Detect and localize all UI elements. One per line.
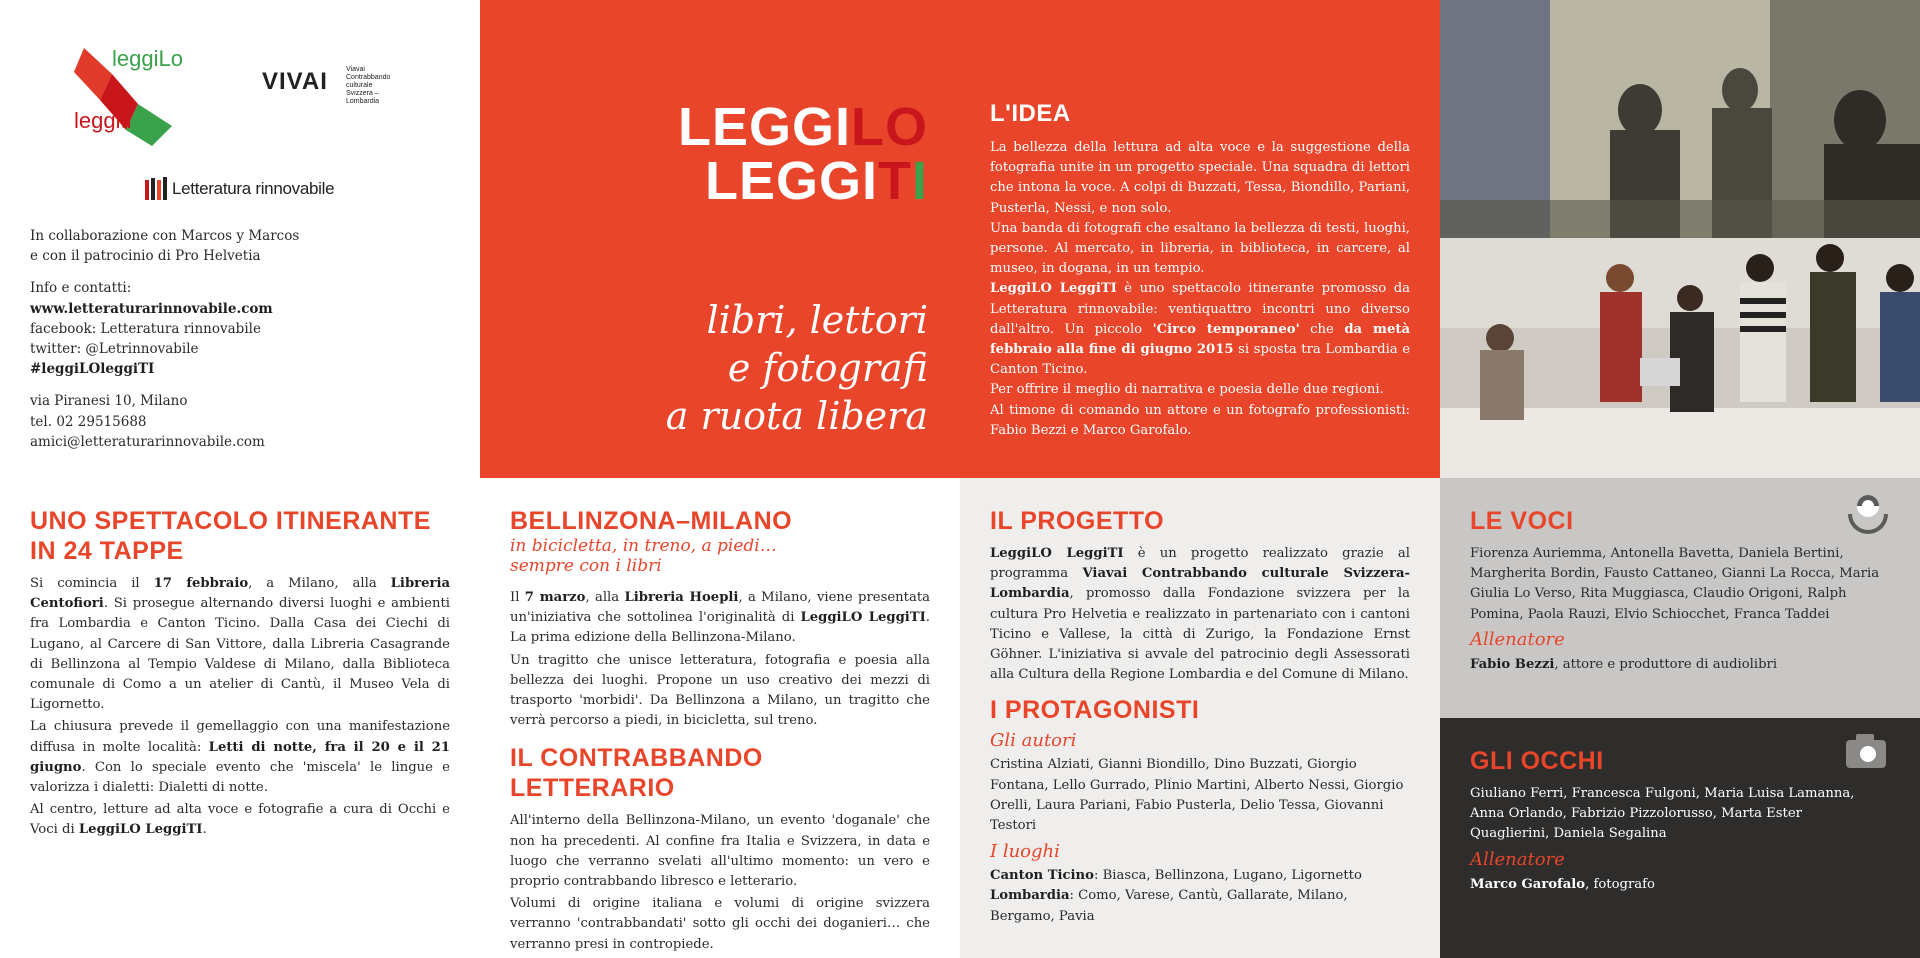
- viavai-text: [346, 66, 390, 106]
- email-link[interactable]: amici@letteraturarinnovabile.com: [30, 433, 265, 450]
- letteratura-logo-text: Letteratura rinnovabile: [172, 179, 335, 198]
- info-label: Info e contatti:: [30, 280, 132, 297]
- luoghi-lombardia: Lombardia: Como, Varese, Cantù, Gallarate, Milano, Bergamo, Pavia: [990, 888, 1348, 924]
- twitter-link[interactable]: twitter: @Letrinnovabile: [30, 341, 199, 358]
- photo-shadows: [1440, 0, 1920, 238]
- hero-title-leggi: LEGGI: [677, 97, 851, 157]
- viavai-text-line: Svizzera –: [346, 90, 379, 97]
- spettacolo-panel: [0, 478, 480, 958]
- contrabbando-text: All'interno della Bellinzona-Milano, un evento 'doganale' che non ha precedenti. Al confine fra Italia e Svizzera, in data e luogo che verranno svelati all'ultimo momento: un vero e proprio contrabbando libresco e letterario.: [510, 813, 930, 890]
- progetto-title: IL PROGETTO: [990, 507, 1165, 535]
- hero-title: [560, 97, 928, 211]
- bellinzona-panel: [480, 478, 960, 958]
- contrabbando-text: Volumi di origine italiana e volumi di origine svizzera verranno 'contrabbandati' sotto gli occhi dei doganieri… che verranno presi in contropiede.: [510, 896, 930, 952]
- luoghi-label: I luoghi: [990, 841, 1060, 863]
- viavai-text-line: Lombardia: [346, 98, 380, 105]
- occhi-panel: [1440, 718, 1920, 958]
- idea-paragraph: Per offrire il meglio di narrativa e poesia delle due regioni.: [990, 382, 1384, 398]
- leggilo-logo-line1: leggiLo: [112, 46, 183, 71]
- contrabbando-title: IL CONTRABBANDO LETTERARIO: [510, 744, 763, 803]
- website-link[interactable]: www.letteraturarinnovabile.com: [30, 300, 273, 317]
- hashtag[interactable]: #leggiLOleggiTI: [30, 361, 155, 378]
- spettacolo-title: UNO SPETTACOLO ITINERANTE IN 24 TAPPE: [30, 507, 431, 565]
- protagonisti-title: I PROTAGONISTI: [990, 696, 1200, 725]
- hero-tagline: [540, 296, 928, 440]
- telephone: tel. 02 29515688: [30, 413, 147, 430]
- autori-label: Gli autori: [990, 730, 1077, 752]
- bellinzona-column: [510, 506, 930, 955]
- tagline-line: a ruota libera: [665, 394, 928, 438]
- idea-paragraph: Una banda di fotografi che esaltano la bellezza di testi, luoghi, persone. Al mercato, in libreria, in biblioteca, in carcere, al museo, in dogana, in un tempio.: [990, 220, 1410, 277]
- occhi-title: GLI OCCHI: [1470, 747, 1604, 775]
- spettacolo-text: La chiusura prevede il gemellaggio con una manifestazione diffusa in molte località: Letti di notte, fra il 20 e il 21 giugno. Con lo speciale evento che 'miscela' le lingue e valorizza i dialetti: Dialetti di notte.: [30, 719, 450, 796]
- idea-text: [990, 138, 1410, 441]
- occhi-column: [1470, 746, 1890, 895]
- progetto-column: [990, 506, 1410, 927]
- facebook-link[interactable]: facebook: Letteratura rinnovabile: [30, 320, 261, 337]
- tagline-line: e fotografi: [727, 346, 928, 390]
- viavai-mark: VIVAI: [262, 68, 328, 95]
- bellinzona-subtitle: in bicicletta, in treno, a piedi… sempre con i libri: [510, 536, 777, 576]
- hero-title-leggi: LEGGI: [704, 151, 878, 211]
- hero-title-t: T: [877, 151, 912, 211]
- idea-title: L'IDEA: [990, 100, 1071, 127]
- progetto-text: LeggiLO LeggiTI è un progetto realizzato grazie al programma Viavai Contrabbando culturale Svizzera-Lombardia, promosso dalla Fondazione svizzera per la cultura Pro Helvetia e realizzato in partenariato con i cantoni Ticino e Vallese, la città di Zurigo, la Fondazione Ernst Göhner. L'iniziativa si avvale del patrocinio degli Assessorati alla Cultura della Regione Lombardia e del Comune di Milano.: [990, 546, 1410, 683]
- collab-line: e con il patrocinio di Pro Helvetia: [30, 248, 261, 265]
- viavai-text-line: Contrabbando: [346, 74, 391, 81]
- spettacolo-column: [30, 506, 450, 841]
- occhi-coach-label: Allenatore: [1470, 848, 1565, 870]
- viavai-text-line: Viavai: [346, 66, 365, 73]
- progetto-panel: [960, 478, 1440, 958]
- voci-panel: [1440, 478, 1920, 718]
- leggilo-logo-line2: leggiti: [74, 108, 132, 133]
- collab-line: In collaborazione con Marcos y Marcos: [30, 228, 300, 244]
- hero-title-i: I: [911, 151, 928, 211]
- voci-names: Fiorenza Auriemma, Antonella Bavetta, Daniela Bertini, Margherita Bordin, Fausto Cattaneo, Gianni La Rocca, Maria Giulia Lo Verso, Rita Muggiasca, Claudio Origoni, Ralph Pomina, Paola Rauzi, Elvio Schiocchet, Franca Taddei: [1470, 546, 1880, 622]
- occhi-coach: Marco Garofalo, fotografo: [1470, 876, 1655, 892]
- hero-title-lo: LO: [851, 97, 928, 157]
- bellinzona-text: Un tragitto che unisce letteratura, fotografia e poesia alla bellezza dei luoghi. Propone un uso creativo dei mezzi di trasporto 'morbidi'. Da Bellinzona a Milano, un tragitto che verrà percorso a piedi, in bicicletta, sul treno.: [510, 652, 930, 729]
- viavai-logo: [262, 66, 402, 116]
- voci-title: LE VOCI: [1470, 507, 1574, 535]
- address: via Piranesi 10, Milano: [30, 393, 188, 410]
- contact-block: [30, 226, 450, 452]
- occhi-names: Giuliano Ferri, Francesca Fulgoni, Maria Luisa Lamanna, Anna Orlando, Fabrizio Pizzolorusso, Marta Ester Quaglierini, Daniela Segalina: [1470, 786, 1855, 842]
- bellinzona-title: BELLINZONA–MILANO: [510, 507, 793, 535]
- photo-group: [1440, 238, 1920, 478]
- viavai-text-line: culturale: [346, 82, 373, 89]
- spettacolo-text: Si comincia il 17 febbraio, a Milano, alla Libreria Centofiori. Si prosegue alternando diversi luoghi e ambienti fra Lombardia e Canton Ticino. Dalla Casa dei Ciechi di Lugano, al Carcere di San Vittore, dalla Libreria Casagrande di Bellinzona al Tempio Valdese di Milano, dalla Biblioteca comunale di Como a un atelier di Cantù, il Museo Vela di Ligornetto.: [30, 576, 450, 713]
- autori-list: Cristina Alziati, Gianni Biondillo, Dino Buzzati, Giorgio Fontana, Lello Gurrado, Plinio Martini, Alberto Nessi, Giorgio Orelli, Laura Pariani, Fabio Pusterla, Delio Tessa, Giovanni Testori: [990, 757, 1404, 834]
- letteratura-logo: [144, 176, 344, 202]
- leggilo-logo: [68, 42, 183, 148]
- voci-coach: Fabio Bezzi, attore e produttore di audiolibri: [1470, 656, 1778, 672]
- books-icon: [144, 176, 172, 202]
- bellinzona-text: Il 7 marzo, alla Libreria Hoepli, a Milano, viene presentata un'iniziativa che sottolinea l'originalità di LeggiLO LeggiTI. La prima edizione della Bellinzona-Milano.: [510, 590, 930, 646]
- idea-paragraph: LeggiLO LeggiTI è uno spettacolo itinerante promosso da Letteratura rinnovabile: ventiquattro incontri uno diverso dall'altro. Un piccolo 'Circo temporaneo' che da metà febbraio alla fine di giugno 2015 si sposta tra Lombardia e Canton Ticino.: [990, 281, 1411, 378]
- idea-paragraph: Al timone di comando un attore e un fotografo professionisti: Fabio Bezzi e Marco Garofalo.: [990, 402, 1410, 438]
- tagline-line: libri, lettori: [706, 298, 928, 342]
- idea-paragraph: La bellezza della lettura ad alta voce e la suggestione della fotografia unite in un progetto speciale. Una squadra di lettori che intona la voce. A colpi di Buzzati, Tessa, Biondillo, Pariani, Pusterla, Nessi, e non solo.: [990, 140, 1410, 216]
- luoghi-ticino: Canton Ticino: Biasca, Bellinzona, Lugano, Ligornetto: [990, 868, 1362, 884]
- voci-column: [1470, 506, 1890, 675]
- spettacolo-text: Al centro, letture ad alta voce e fotografie a cura di Occhi e Voci di LeggiLO LeggiTI.: [30, 802, 450, 838]
- voci-coach-label: Allenatore: [1470, 628, 1565, 650]
